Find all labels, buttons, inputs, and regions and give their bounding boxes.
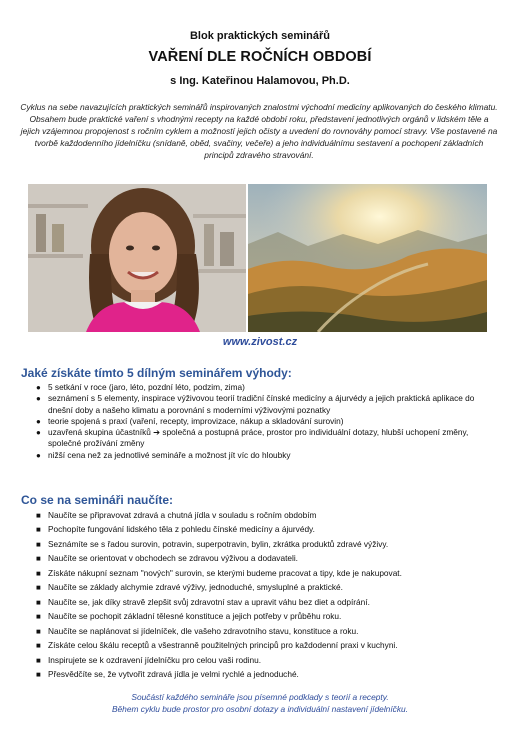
list-item [36,393,476,416]
list-item-text: Přesvědčíte se, že vytvořit zdravá jídla je velmi rychlé a jednoduché. [48,669,299,680]
landscape-photo [248,184,487,332]
list-item [36,416,476,427]
list-item-text: Získáte celou škálu receptů a všestranně použitelných principů pro každodenní praxi v kuchyni. [48,640,398,651]
list-item-text: Naučíte se pochopit základní tělesné konstituce a jejich potřeby v průběhu roku. [48,611,342,622]
list-item [36,382,476,393]
list-item-text: Naučíte se základy alchymie zdravé výživy, jednoduché, smysluplné a praktické. [48,582,343,593]
list-item-text: Získáte nákupní seznam "nových" surovin, se kterými budeme pracovat a tipy, kde je nakupovat. [48,567,402,578]
list-item-text: Naučíte se připravovat zdravá a chutná jídla v souladu s ročním obdobím [48,510,317,520]
landscape-photo-illustration [248,184,487,332]
list-item [36,626,466,637]
portrait-photo-illustration [28,184,246,332]
footer-line-1: Součástí každého semináře jsou písemné podklady s teorií a recepty. [131,692,389,702]
website-link[interactable]: www.zivost.cz [222,336,298,348]
list-item [36,510,466,521]
bullet-icon: ■ [36,554,41,564]
bullet-icon: ● [36,450,41,460]
bullet-icon: ● [36,428,41,438]
list-item [36,524,466,535]
bullet-icon: ● [36,416,41,426]
list-item [36,539,466,550]
bullet-icon: ■ [36,655,41,665]
list-item [36,427,476,450]
document-header [0,28,520,89]
bullet-icon: ■ [36,525,41,535]
portrait-photo [28,184,246,332]
list-item-text: Naučíte se orientovat v obchodech se zdravou výživou a dodavateli. [48,553,298,564]
list-item-text: teorie spojená s praxí (vaření, recepty, improvizace, nákup a skladování surovin) [48,415,344,426]
learning-heading: Co se na semináři naučíte: [21,493,174,507]
bullet-icon: ● [36,383,41,392]
list-item [36,640,466,651]
list-item [36,655,466,666]
list-item [36,669,466,680]
list-item [36,582,466,593]
series-subtitle: Blok praktických seminářů [189,30,330,42]
list-item [36,597,466,608]
list-item-text: Pochopíte fungování lidského těla z pohledu čínské medicíny a ájurvédy. [48,524,315,535]
bullet-icon: ■ [36,612,41,622]
list-item-text: 5 setkání v roce (jaro, léto, pozdní léto, podzim, zima) [48,382,245,392]
bullet-icon: ■ [36,641,41,651]
page-title: VAŘENÍ DLE ROČNÍCH OBDOBÍ [148,49,372,65]
learning-list [36,510,466,684]
list-item-text: Inspirujete se k ozdravení jídelníčku pro celou vaši rodinu. [48,654,262,665]
lecturer-name: s Ing. Kateřinou Halamovou, Ph.D. [170,75,350,87]
bullet-icon: ■ [36,568,41,578]
bullet-icon: ■ [36,539,41,549]
list-item-text: seznámení s 5 elementy, inspirace výživovou teorií tradiční čínské medicíny a ájurvédy a jejich praktická aplikace do dnešní doby a našeho klimatu a porovnání s moderními výživovými poznatky [48,393,475,415]
benefits-list [36,382,476,461]
bullet-icon: ■ [36,597,41,607]
bullet-icon: ■ [36,583,41,593]
list-item [36,450,476,461]
bullet-icon: ■ [36,626,41,636]
bullet-icon: ■ [36,670,41,680]
benefits-heading: Jaké získáte tímto 5 dílným seminářem výhody: [21,366,292,380]
bullet-icon: ● [36,394,41,404]
list-item [36,611,466,622]
list-item-text: uzavřená skupina účastníků ➔ společná a postupná práce, prostor pro individuální dotazy, hlubší uchopení změny, společné prožívání změny [48,427,469,449]
photo-row [28,184,488,332]
list-item-text: Naučíte se, jak díky stravě zlepšit svůj zdravotní stav a upravit váhu bez diet a odpírání. [48,596,370,607]
intro-paragraph: Cyklus na sebe navazujících praktických seminářů inspirovaných znalostmi východní medicíny aplikovaných do českého klimatu. Obsahem bude praktické vaření s vhodnými recepty na každé období roku, představení jednotlivých orgánů v lidském těle a jejich vzájemnou propojenost s ročním cyklem a možností jejich očisty a uvedení do rovnováhy pomocí stravy. Vše postavené na tvorbě každodenního jídelníčku (snídaně, oběd, svačiny, večeře) a jeho individuálnímu sestavení a pochopení základních principů zdravého stravování. [20,102,498,160]
list-item-text: nižší cena než za jednotlivé semináře a možnost jít víc do hloubky [48,449,291,460]
list-item [36,553,466,564]
bullet-icon: ■ [36,511,41,520]
document-footer [0,692,520,715]
list-item [36,568,466,579]
footer-line-2: Během cyklu bude prostor pro osobní dotazy a individuální nastavení jídelníčku. [111,703,409,714]
list-item-text: Seznámíte se s řadou surovin, potravin, superpotravin, bylin, zkrátka produktů zdravé výživy. [48,538,389,549]
list-item-text: Naučíte se naplánovat si jídelníček, dle vašeho zdravotního stavu, konstituce a roku. [48,625,359,636]
